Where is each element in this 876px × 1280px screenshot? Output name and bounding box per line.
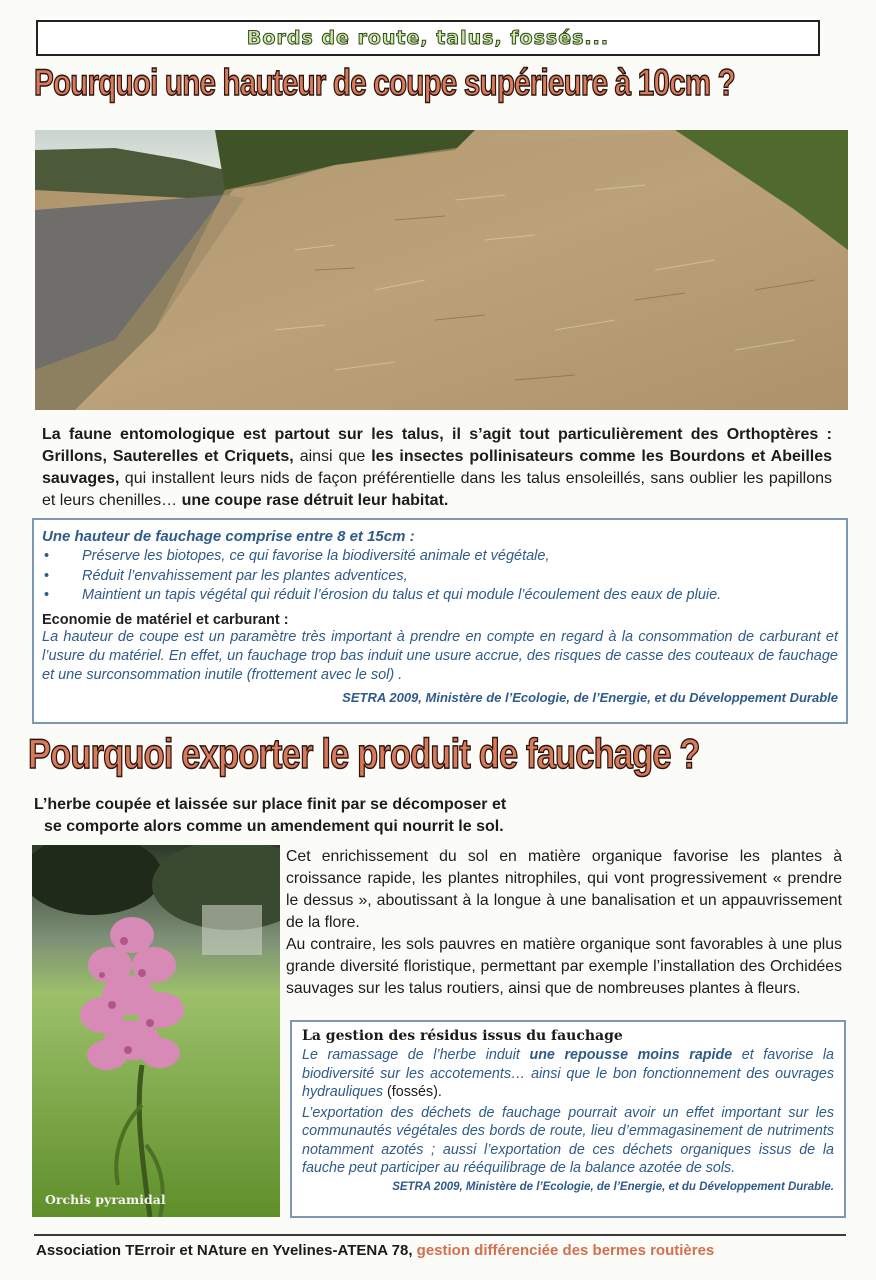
orchid-photo (32, 845, 280, 1217)
benefit-item: • Réduit l’envahissement par les plantes adventices, (42, 567, 838, 587)
enrichment-paragraph (286, 846, 842, 1000)
fauna-text-b: ainsi que (293, 448, 372, 465)
enrichment-text-1: Cet enrichissement du sol en matière organique favorise les plantes à croissance rapide, les plantes nitrophiles, qui vont progressivement « prendre le dessus », aboutissant à la longue à une banalisation et un appauvrissement de la flore. (286, 848, 842, 931)
roadside-embankment-illustration (35, 130, 848, 410)
mowing-benefits-list (42, 547, 838, 606)
benefit-item: • Maintient un tapis végétal qui réduit l’érosion du talus et qui module l’écoulement des eaux de pluie. (42, 586, 838, 606)
mowing-height-box (32, 518, 848, 724)
footer-tagline: gestion différenciée des bermes routières (412, 1242, 715, 1259)
fauna-paragraph (42, 424, 832, 512)
footer-organization: Association TErroir et NAture en Yvelines-ATENA 78, (36, 1242, 413, 1259)
residue-body-1 (302, 1046, 834, 1102)
source-citation-2: SETRA 2009, Ministère de l’Ecologie, de l’Energie, et du Développement Durable. (392, 1180, 834, 1193)
orchid-caption: Orchis pyramidal (45, 1192, 166, 1207)
economy-body: La hauteur de coupe est un paramètre très important à prendre en compte en regard à la consommation de carburant et l’usure du matériel. En effet, un fauchage trop bas induit une usure accrue, des risques de casse des couteaux de fauchage et une surconsommation inutile (frottement avec le sol) . (42, 628, 838, 683)
residue-body-2: L’exportation des déchets de fauchage pourrait avoir un effet important sur les communautés végétales des bords de route, lieu d’emmagasinement de nutriments notamment azotés ; aussi l’exportation de ces déchets organiques issus de la fauche peut participer au rééquilibrage de la balance azotée de sols. (302, 1104, 834, 1176)
orchid-illustration (32, 845, 280, 1217)
footer (36, 1242, 714, 1259)
lead-paragraph (34, 794, 594, 838)
lead-line-1: L’herbe coupée et laissée sur place finit par se décomposer et (34, 796, 507, 813)
mowing-height-heading: Une hauteur de fauchage comprise entre 8 et 15cm : (42, 528, 415, 545)
fauna-text-d: qui installent leurs nids de façon préférentielle dans les talus ensoleillés, sans oublier les papillons et leurs chenilles… (42, 470, 832, 509)
residue-text-a: Le ramassage de l’herbe induit (302, 1047, 530, 1063)
residue-text-b: une repousse moins rapide (529, 1047, 733, 1063)
residue-text-c: et favorise la biodiversité sur les accotements… ainsi que le bon fonctionnement des ouvrages hydrauliques (302, 1047, 834, 1100)
residue-heading: La gestion des résidus issus du fauchage (302, 1028, 623, 1044)
enrichment-text-2: Au contraire, les sols pauvres en matière organique sont favorables à une plus grande diversité floristique, permettant par exemple l’installation des Orchidées sauvages sur les talus routiers, ainsi que de nombreuses plantes à fleurs. (286, 936, 842, 997)
section2-title: Pourquoi exporter le produit de fauchage ? (28, 730, 700, 777)
section1-title: Pourquoi une hauteur de coupe supérieure à 10cm ? (34, 62, 735, 103)
residue-text-d: (fossés). (387, 1084, 442, 1100)
fauna-text-c: les insectes pollinisateurs comme les Bourdons et Abeilles sauvages, (42, 448, 833, 487)
header-banner-text: Bords de route, talus, fossés... (246, 27, 610, 49)
residue-management-box (290, 1020, 846, 1218)
lead-line-2: se comporte alors comme un amendement qui nourrit le sol. (44, 818, 504, 835)
benefit-item: • Préserve les biotopes, ce qui favorise la biodiversité animale et végétale, (42, 547, 838, 567)
economy-heading: Economie de matériel et carburant : (42, 611, 289, 628)
roadside-embankment-photo (35, 130, 848, 410)
source-citation-1: SETRA 2009, Ministère de l’Ecologie, de l’Energie, et du Développement Durable (342, 689, 838, 705)
header-banner (36, 20, 820, 56)
footer-divider (34, 1234, 846, 1236)
fauna-text-e: une coupe rase détruit leur habitat. (181, 492, 449, 509)
fauna-text-a: La faune entomologique est partout sur les talus, il s’agit tout particulièrement des Orthoptères : Grillons, Sauterelles et Criquets, (42, 426, 832, 465)
